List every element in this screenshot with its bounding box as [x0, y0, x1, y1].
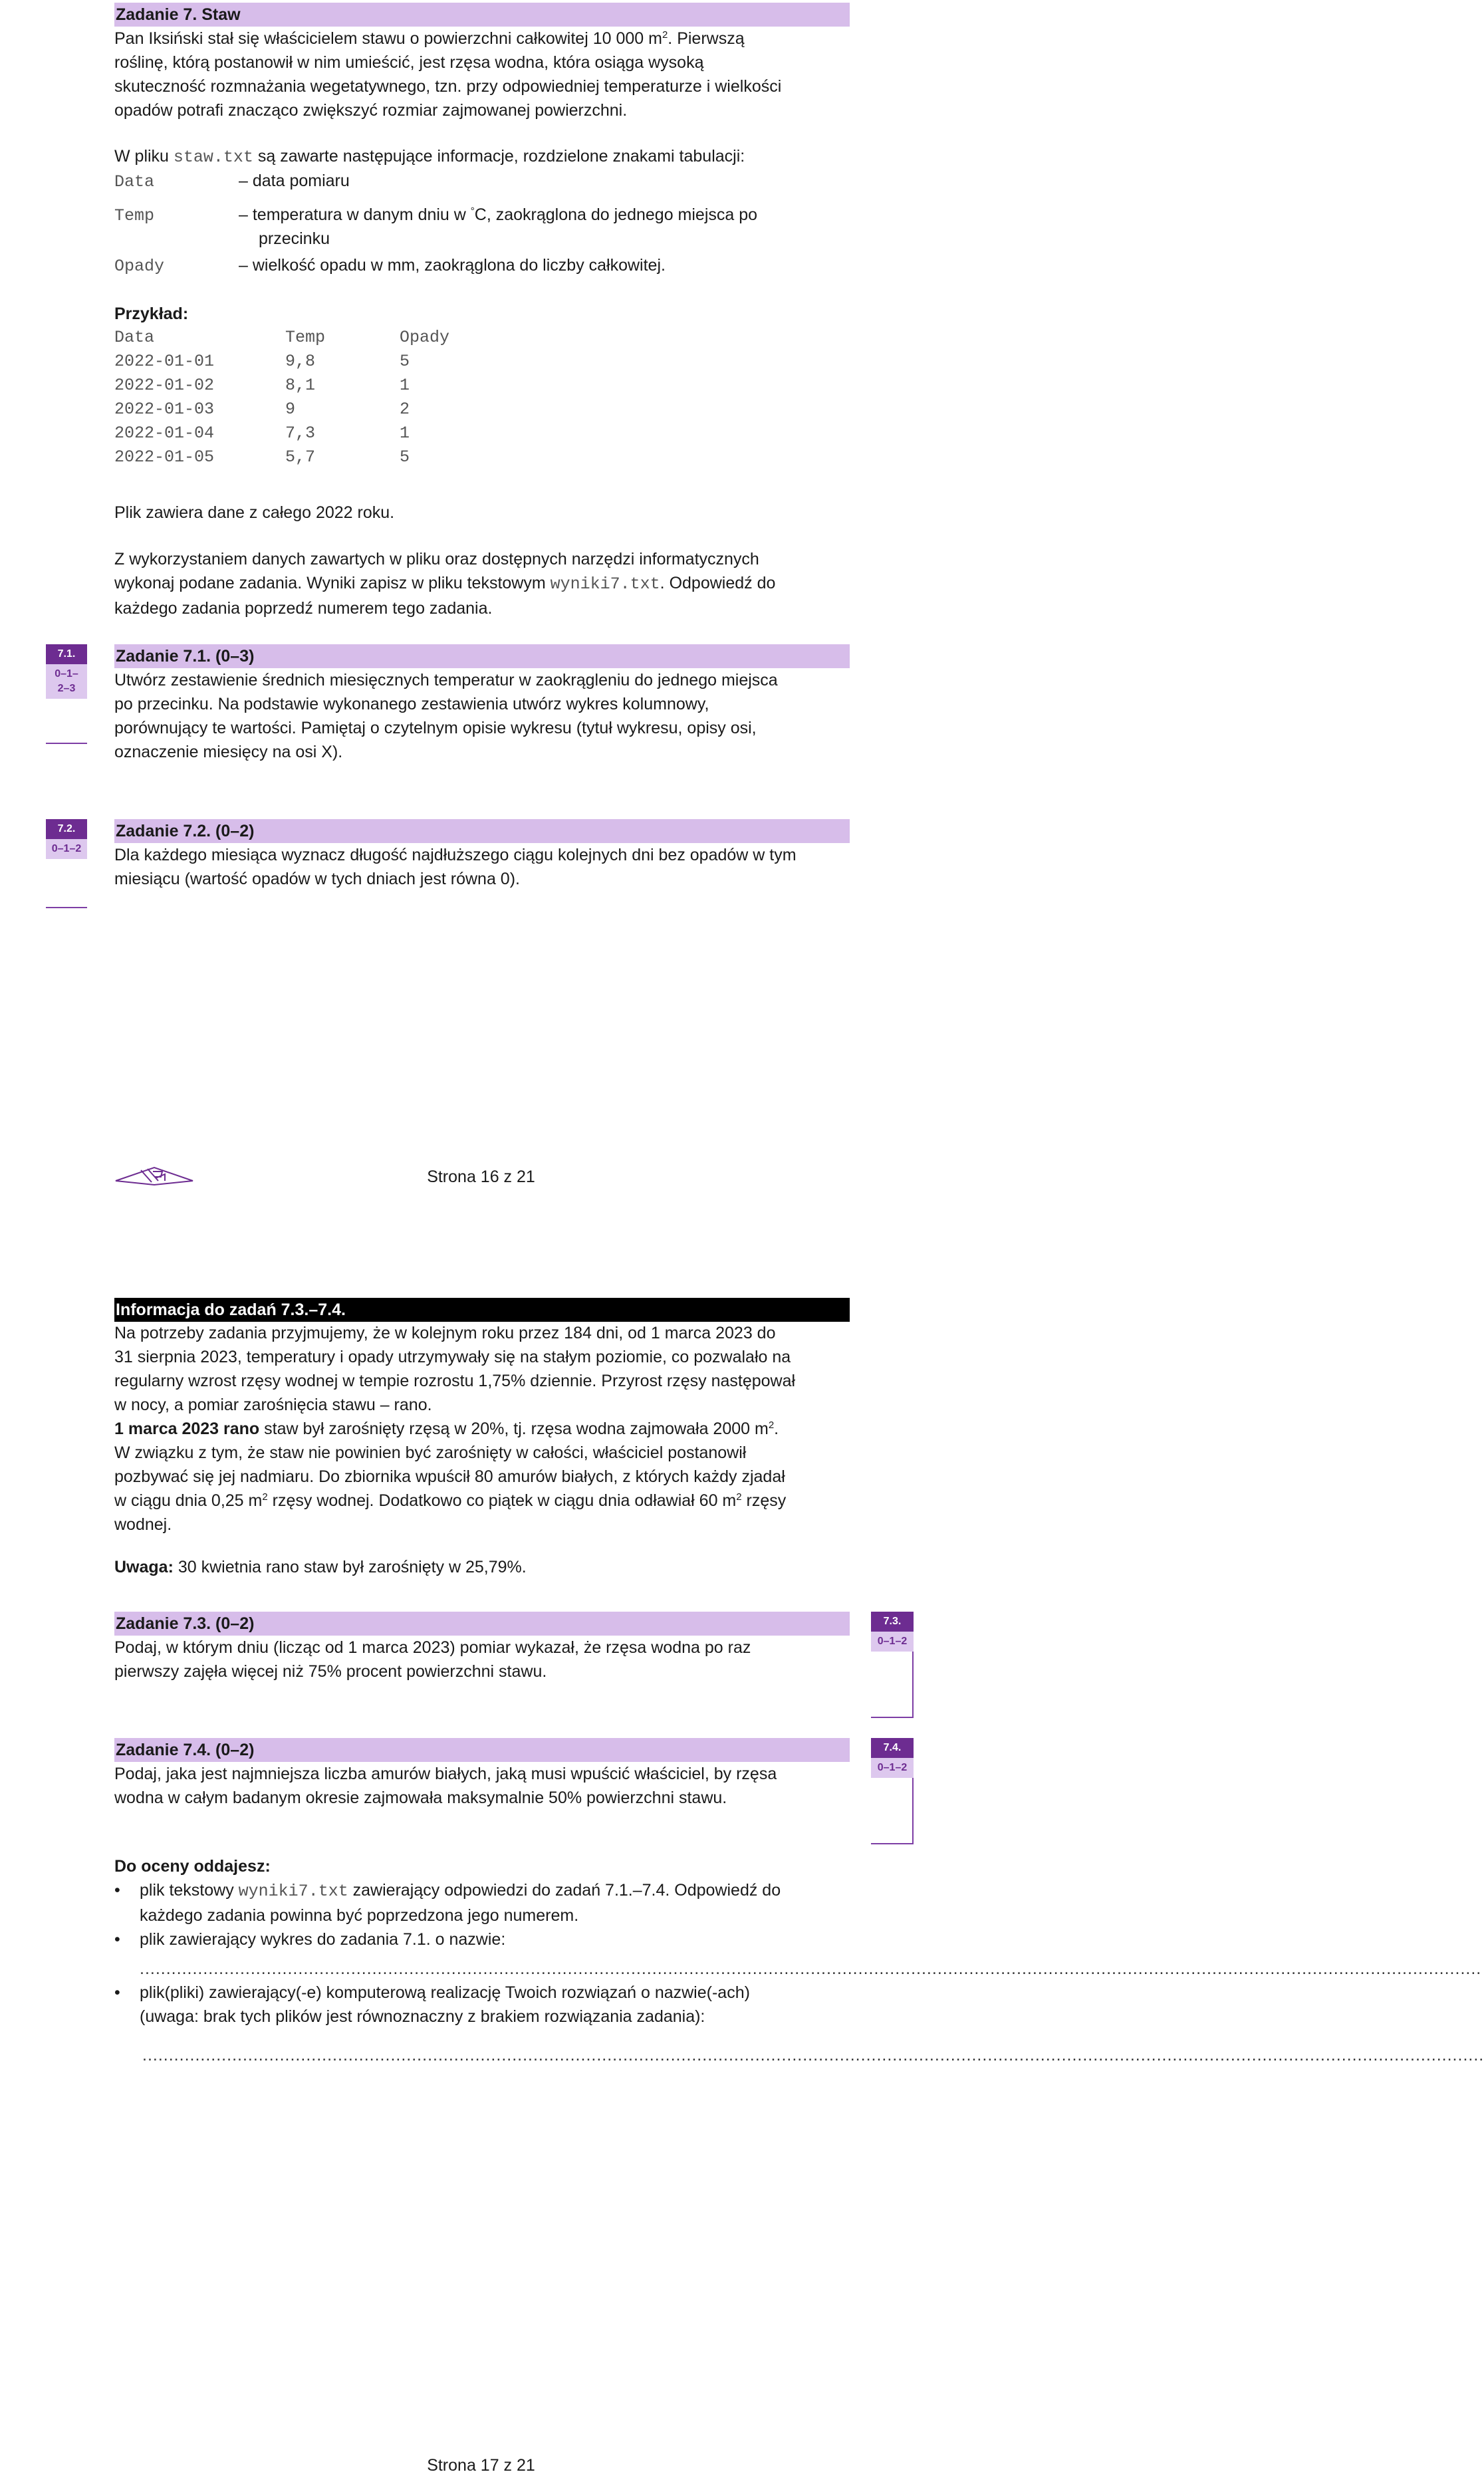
score-box-points: 0–1–2 — [871, 1758, 914, 1778]
intro-line: opadów potrafi znacząco zwiększyć rozmiar zajmowanej powierzchni. — [114, 101, 628, 120]
task7-heading: Zadanie 7. Staw — [114, 3, 850, 27]
info-line: 31 sierpnia 2023, temperatury i opady utrzymywały się na stałym poziomie, co pozwalało na — [114, 1348, 791, 1366]
task-line: porównujący te wartości. Pamiętaj o czytelnym opisie wykresu (tytuł wykresu, opisy osi, — [114, 719, 757, 737]
superscript: 2 — [768, 1420, 775, 1431]
task74-body — [114, 1762, 850, 1810]
score-box-7-3 — [871, 1612, 914, 1718]
info-line: regularny wzrost rzęsy wodnej w tempie rozrostu 1,75% dziennie. Przyrost rzęsy następował — [114, 1372, 796, 1390]
field-list — [114, 169, 850, 277]
answer-dotted-line[interactable]: .............................................................................................................................................................................................................................................................. — [140, 1959, 1482, 1978]
table-header-row — [114, 326, 449, 350]
instr-text: wykonaj podane zadania. Wyniki zapisz w pliku tekstowym — [114, 574, 551, 592]
task71-title: Zadanie 7.1. (0–3) — [114, 644, 850, 668]
task-line: pierwszy zajęła więcej niż 75% procent powierzchni stawu. — [114, 1662, 547, 1681]
table-cell: 5 — [400, 352, 410, 371]
task72-title: Zadanie 7.2. (0–2) — [114, 819, 850, 843]
info-text: rzęsy — [741, 1491, 787, 1510]
file-name: wyniki7.txt — [550, 574, 660, 594]
table-row — [114, 350, 449, 374]
table-cell: 2 — [400, 400, 410, 419]
score-box-number: 7.3. — [871, 1612, 914, 1632]
table-header: Data — [114, 328, 155, 347]
list-text: plik tekstowy — [140, 1881, 239, 1900]
info-text: . — [774, 1420, 779, 1438]
field-desc: – temperatura w danym dniu w — [239, 205, 471, 224]
note-label: Uwaga: — [114, 1558, 174, 1576]
info-line: W związku z tym, że staw nie powinien być zarośnięty w całości, właściciel postanowił — [114, 1443, 747, 1462]
table-cell: 9,8 — [285, 352, 316, 371]
task-line: miesiącu (wartość opadów w tych dniach jest równa 0). — [114, 870, 520, 888]
task-line: Utwórz zestawienie średnich miesięcznych temperatur w zaokrągleniu do jednego miejsca — [114, 671, 778, 689]
table-cell: 5 — [400, 447, 410, 467]
field-desc: C, zaokrąglona do jednego miejsca po — [474, 205, 758, 224]
score-box-line — [871, 1717, 914, 1718]
superscript: 2 — [662, 29, 668, 41]
field-row — [114, 203, 850, 227]
score-box-number: 7.4. — [871, 1738, 914, 1758]
instr-text: . Odpowiedź do — [660, 574, 776, 592]
table-cell: 7,3 — [285, 424, 316, 443]
info-heading: Informacja do zadań 7.3.–7.4. — [114, 1298, 850, 1322]
file-name: wyniki7.txt — [238, 1882, 348, 1901]
instructions — [114, 547, 850, 620]
table-row — [114, 445, 449, 469]
list-text: każdego zadania powinna być poprzedzona jego numerem. — [140, 1906, 579, 1925]
table-cell: 2022-01-05 — [114, 447, 215, 467]
info-text: rzęsy wodnej. Dodatkowo co piątek w ciągu dnia odławiał 60 m — [267, 1491, 737, 1510]
points-line: 0–1– — [55, 668, 78, 680]
file-info — [114, 144, 850, 170]
field-desc: – wielkość opadu w mm, zaokrąglona do liczby całkowitej. — [239, 256, 666, 275]
info-line: wodnej. — [114, 1515, 172, 1534]
table-cell: 1 — [400, 376, 410, 395]
task-line: oznaczenie miesięcy na osi X). — [114, 743, 343, 761]
points-line: 2–3 — [57, 683, 76, 694]
page-number-16: Strona 16 z 21 — [427, 1168, 535, 1186]
table-cell: 2022-01-01 — [114, 352, 215, 371]
task74-title: Zadanie 7.4. (0–2) — [114, 1738, 850, 1762]
score-box-line — [871, 1843, 914, 1844]
year-note: Plik zawiera dane z całego 2022 roku. — [114, 503, 395, 522]
table-cell: 2022-01-03 — [114, 400, 215, 419]
info-paragraph — [114, 1321, 850, 1537]
score-box-line — [46, 743, 87, 744]
task-line: wodna w całym badanym okresie zajmowała maksymalnie 50% powierzchni stawu. — [114, 1789, 727, 1807]
task73-body — [114, 1636, 850, 1683]
superscript: 2 — [736, 1491, 742, 1503]
score-box-side — [912, 1778, 914, 1844]
score-box-points: 0–1–2 — [46, 839, 87, 859]
instr-line: każdego zadania poprzedź numerem tego zadania. — [114, 599, 493, 618]
field-row — [114, 253, 850, 277]
table-cell: 5,7 — [285, 447, 316, 467]
table-cell: 9 — [285, 400, 296, 419]
score-box-7-1 — [46, 644, 87, 744]
example-label: Przykład: — [114, 305, 189, 323]
list-text: (uwaga: brak tych plików jest równoznaczny z brakiem rozwiązania zadania): — [140, 2007, 705, 2026]
list-text: zawierający odpowiedzi do zadań 7.1.–7.4. Odpowiedź do — [348, 1881, 781, 1900]
field-desc-continuation: przecinku — [259, 229, 330, 248]
intro-line: roślinę, którą postanowił w nim umieścić, jest rzęsa wodna, która osiąga wysoką — [114, 53, 704, 72]
info-line: w nocy, a pomiar zarośnięcia stawu – rano. — [114, 1396, 432, 1414]
list-item — [114, 1927, 850, 1951]
list-text: • plik(pliki) zawierający(-e) komputerową realizację Twoich rozwiązań o nazwie(-ach) — [140, 1983, 750, 2002]
answer-dotted-line[interactable]: .............................................................................................................................................................................................................................................................. — [142, 2046, 1484, 2064]
score-box-number: 7.2. — [46, 819, 87, 839]
file-info-text: W pliku — [114, 147, 174, 166]
score-box-7-2 — [46, 819, 87, 908]
submit-list — [114, 1878, 1484, 2067]
table-header: Temp — [285, 328, 326, 347]
bold-date: 1 marca 2023 rano — [114, 1420, 260, 1438]
superscript: 2 — [262, 1491, 268, 1503]
score-box-side — [912, 1652, 914, 1718]
table-row — [114, 422, 449, 445]
score-box-number: 7.1. — [46, 644, 87, 664]
list-item — [114, 1981, 850, 2029]
note — [114, 1555, 850, 1579]
field-desc: – data pomiaru — [239, 172, 350, 190]
score-box-points — [46, 664, 87, 699]
submit-heading: Do oceny oddajesz: — [114, 1857, 271, 1876]
score-box-7-4 — [871, 1738, 914, 1844]
field-name: Data — [114, 172, 155, 191]
intro-line: Pan Iksiński stał się właścicielem stawu o powierzchni całkowitej 10 000 m — [114, 29, 662, 48]
table-cell: 2022-01-02 — [114, 376, 215, 395]
field-name: Opady — [114, 257, 165, 276]
task73-title: Zadanie 7.3. (0–2) — [114, 1612, 850, 1636]
instr-line: Z wykorzystaniem danych zawartych w pliku oraz dostępnych narzędzi informatycznych — [114, 550, 759, 568]
example-table — [114, 326, 449, 469]
task-line: Dla każdego miesiąca wyznacz długość najdłuższego ciągu kolejnych dni bez opadów w tym — [114, 846, 797, 864]
score-box-points: 0–1–2 — [871, 1632, 914, 1652]
table-header: Opady — [400, 328, 450, 347]
task-line: Podaj, jaka jest najmniejsza liczba amurów białych, jaką musi wpuścić właściciel, by rzęsa — [114, 1765, 777, 1783]
task-line: po przecinku. Na podstawie wykonanego zestawienia utwórz wykres kolumnowy, — [114, 695, 709, 713]
info-line: Na potrzeby zadania przyjmujemy, że w kolejnym roku przez 184 dni, od 1 marca 2023 do — [114, 1324, 776, 1342]
task71-body — [114, 668, 850, 764]
table-row — [114, 398, 449, 422]
info-line: pozbywać się jej nadmiaru. Do zbiornika wpuścił 80 amurów białych, z których każdy zjadał — [114, 1467, 785, 1486]
info-text: staw był zarośnięty rzęsą w 20%, tj. rzęsa wodna zajmowała 2000 m — [259, 1420, 769, 1438]
field-row — [114, 169, 850, 193]
intro-line-end: . Pierwszą — [668, 29, 745, 48]
file-name: staw.txt — [173, 148, 253, 167]
table-cell: 8,1 — [285, 376, 316, 395]
file-info-text: są zawarte następujące informacje, rozdzielone znakami tabulacji: — [253, 147, 745, 166]
note-text: 30 kwietnia rano staw był zarośnięty w 25,79%. — [173, 1558, 527, 1576]
intro-line: skuteczność rozmnażania wegetatywnego, tzn. przy odpowiedniej temperaturze i wielkości — [114, 77, 782, 96]
intro-paragraph — [114, 27, 850, 122]
list-text: • plik zawierający wykres do zadania 7.1. o nazwie: — [140, 1930, 506, 1949]
page-number-17: Strona 17 z 21 — [427, 2456, 535, 2475]
table-cell: 2022-01-04 — [114, 424, 215, 443]
score-box-line — [46, 907, 87, 908]
list-item — [114, 1878, 850, 1927]
task72-body — [114, 843, 850, 891]
info-text: w ciągu dnia 0,25 m — [114, 1491, 263, 1510]
task-line: Podaj, w którym dniu (licząc od 1 marca 2023) pomiar wykazał, że rzęsa wodna po raz — [114, 1638, 751, 1657]
degree-sign: ° — [470, 205, 475, 217]
field-name: Temp — [114, 206, 155, 225]
table-cell: 1 — [400, 424, 410, 443]
table-row — [114, 374, 449, 398]
